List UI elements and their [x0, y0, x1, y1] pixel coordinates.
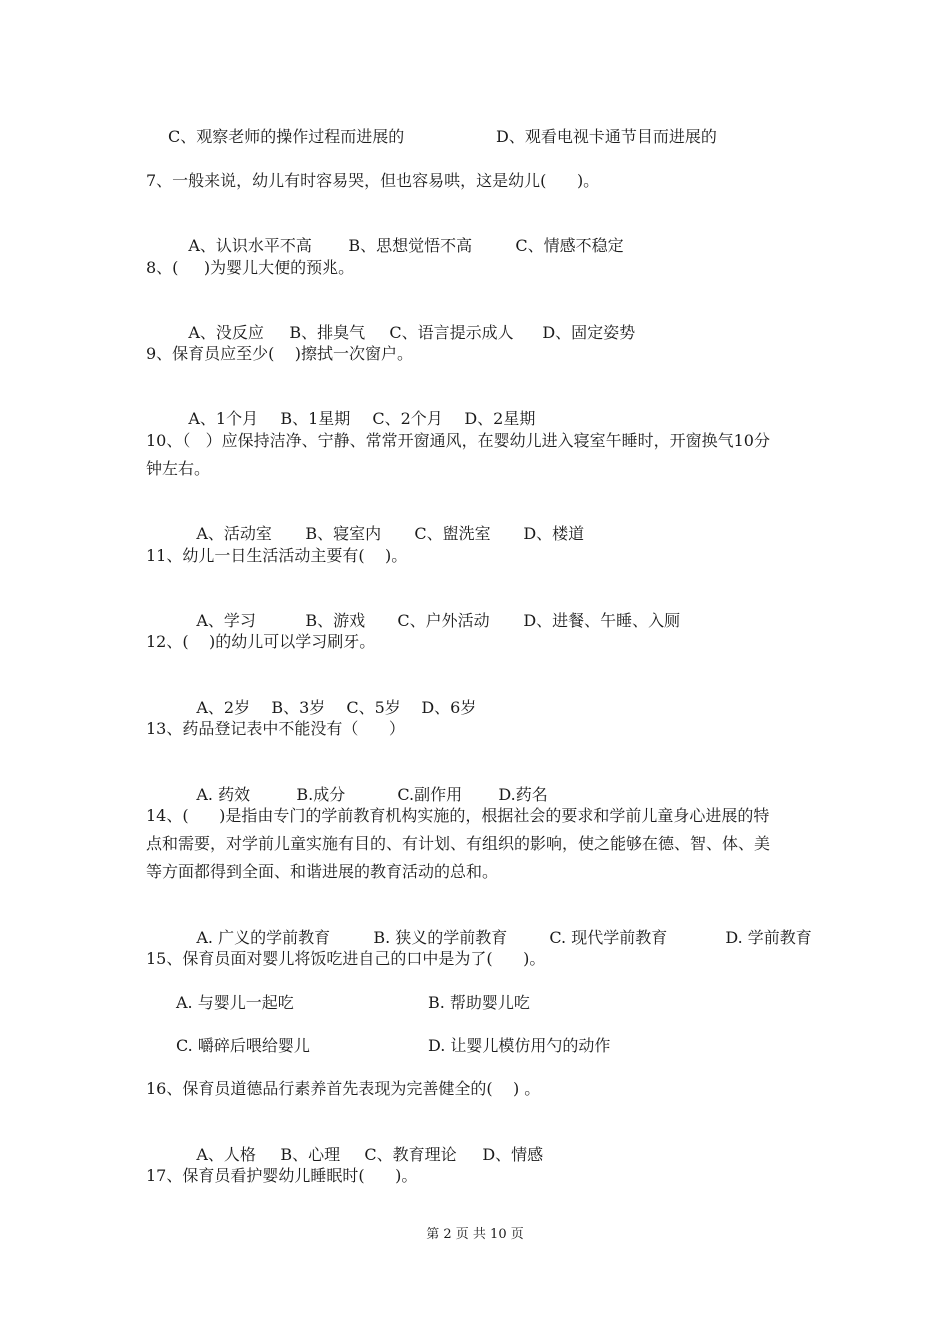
q7-option-a: A、认识水平不高: [188, 236, 312, 255]
q14-option-c: C. 现代学前教育: [549, 928, 668, 947]
q8-option-a: A、没反应: [188, 323, 264, 342]
q6-option-d: D、观看电视卡通节目而进展的: [496, 127, 717, 146]
q14-stem-line2: 点和需要，对学前儿童实施有目的、有计划、有组织的影响，使之能够在德、智、体、美: [146, 834, 771, 853]
q13-option-b: B.成分: [296, 785, 346, 804]
q8-option-b: B、排臭气: [289, 323, 366, 342]
q11-option-d: D、进餐、午睡、入厕: [523, 611, 681, 630]
q14-option-a: A. 广义的学前教育: [196, 928, 331, 947]
q7-stem: 7、一般来说，幼儿有时容易哭，但也容易哄，这是幼儿( )。: [146, 171, 600, 190]
q15-stem: 15、保育员面对婴儿将饭吃进自己的口中是为了( )。: [146, 949, 546, 968]
q11-stem: 11、幼儿一日生活活动主要有( )。: [146, 546, 408, 565]
q13-option-c: C.副作用: [397, 785, 463, 804]
q10-option-d: D、楼道: [523, 524, 585, 543]
q9-option-b: B、1星期: [280, 409, 351, 428]
q14-stem-line1: 14、( )是指由专门的学前教育机构实施的，根据社会的要求和学前儿童身心进展的特: [146, 806, 770, 825]
q7-option-b: B、思想觉悟不高: [348, 236, 473, 255]
q15-option-d: D. 让婴儿模仿用勺的动作: [428, 1036, 611, 1055]
q8-stem: 8、( )为婴儿大便的预兆。: [146, 258, 355, 277]
q11-option-c: C、户外活动: [397, 611, 490, 630]
q7-option-c: C、情感不稳定: [515, 236, 624, 255]
q16-stem: 16、保育员道德品行素养首先表现为完善健全的( ) 。: [146, 1079, 541, 1098]
q12-option-d: D、6岁: [421, 698, 477, 717]
q8-option-c: C、语言提示成人: [389, 323, 514, 342]
q15-option-c: C. 嚼碎后喂给婴儿: [176, 1036, 310, 1055]
q12-option-c: C、5岁: [346, 698, 401, 717]
q12-option-a: A、2岁: [196, 698, 251, 717]
q16-option-c: C、教育理论: [364, 1145, 457, 1164]
q15-option-b: B. 帮助婴儿吃: [428, 993, 530, 1012]
q16-option-a: A、人格: [196, 1145, 256, 1164]
q10-option-b: B、寝室内: [305, 524, 382, 543]
q13-stem: 13、药品登记表中不能没有（ ）: [146, 719, 405, 738]
q9-option-c: C、2个月: [372, 409, 443, 428]
q14-option-b: B. 狭义的学前教育: [373, 928, 508, 947]
q13-option-d: D.药名: [498, 785, 548, 804]
q14-stem-line3: 等方面都得到全面、和谐进展的教育活动的总和。: [146, 862, 499, 881]
q16-option-d: D、情感: [482, 1145, 544, 1164]
q10-stem-line1: 10、（ ）应保持洁净、宁静、常常开窗通风，在婴幼儿进入寝室午睡时，开窗换气10分: [146, 431, 770, 450]
q12-stem: 12、( )的幼儿可以学习刷牙。: [146, 632, 376, 651]
q10-stem-line2: 钟左右。: [146, 459, 211, 478]
q12-option-b: B、3岁: [271, 698, 326, 717]
q11-option-b: B、游戏: [305, 611, 366, 630]
q16-option-b: B、心理: [280, 1145, 341, 1164]
q14-option-d: D. 学前教育: [725, 928, 812, 947]
q9-option-d: D、2星期: [464, 409, 536, 428]
page-number-footer: 第 2 页 共 10 页: [426, 1227, 524, 1242]
q13-option-a: A. 药效: [196, 785, 251, 804]
q10-option-c: C、盥洗室: [414, 524, 491, 543]
q17-stem: 17、保育员看护婴幼儿睡眠时( )。: [146, 1166, 418, 1185]
q8-option-d: D、固定姿势: [542, 323, 636, 342]
q11-option-a: A、学习: [196, 611, 256, 630]
q9-option-a: A、1个月: [188, 409, 259, 428]
q15-option-a: A. 与婴儿一起吃: [176, 993, 294, 1012]
q10-option-a: A、活动室: [196, 524, 272, 543]
q9-stem: 9、保育员应至少( )擦拭一次窗户。: [146, 344, 414, 363]
q6-option-c: C、观察老师的操作过程而进展的: [168, 127, 405, 146]
